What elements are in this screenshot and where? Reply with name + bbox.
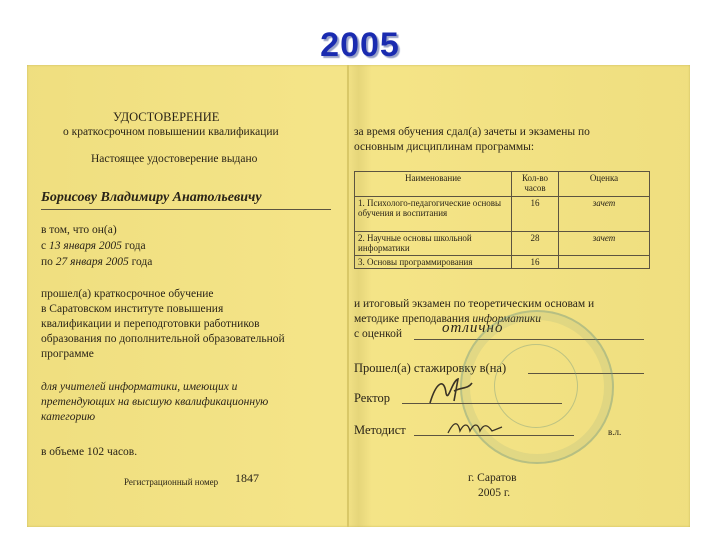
certificate-heading: УДОСТОВЕРЕНИЕ (113, 110, 220, 124)
exam-line-text: методике преподавания (354, 313, 470, 325)
subject-grade (559, 256, 650, 269)
intro-line: основным дисциплинам программы: (354, 141, 535, 153)
rector-label: Ректор (354, 391, 391, 405)
page-fold (347, 65, 349, 527)
methodist-signature (446, 417, 506, 437)
subject-grade: зачет (559, 197, 650, 232)
exam-subject: информатики (472, 313, 542, 325)
training-line: программе (41, 348, 94, 360)
table-header-row (355, 172, 650, 197)
slide-title: 2005 (320, 26, 400, 64)
registration-label: Регистрационный номер (124, 477, 219, 487)
subject-name: 1. Психолого-педагогические основы обучения и воспитания (355, 197, 512, 232)
training-line: в Саратовском институте повышения (41, 303, 224, 315)
table-row (355, 256, 650, 269)
methodist-label: Методист (354, 423, 406, 437)
date-from-prefix: с (41, 240, 47, 252)
left-page (27, 65, 347, 527)
grade-value: отлично (442, 320, 504, 336)
rector-signature (424, 373, 476, 409)
recipient-name: Борисову Владимиру Анатольевичу (41, 190, 262, 205)
table-row (355, 197, 650, 232)
recipient-underline (41, 209, 331, 210)
date-to-line (41, 255, 152, 269)
methodist-initials: в.л. (608, 427, 622, 437)
date-to-prefix: по (41, 256, 53, 268)
subject-hours: 28 (512, 232, 559, 256)
header-name: Наименование (355, 172, 512, 197)
registration-number: 1847 (235, 471, 259, 485)
subjects-table (354, 171, 650, 269)
date-from-value: 13 января 2005 (48, 240, 122, 252)
header-grade: Оценка (559, 172, 650, 197)
issued-line: Настоящее удостоверение выдано (91, 153, 258, 165)
program-line: претендующих на высшую квалификационную (41, 396, 269, 408)
date-from-suffix: года (124, 240, 146, 252)
date-to-suffix: года (131, 256, 153, 268)
header-hours: Кол-во часов (512, 172, 559, 197)
subject-hours: 16 (512, 256, 559, 269)
training-line: квалификации и переподготовки работников (41, 318, 260, 330)
institute-seal (460, 310, 614, 464)
date-to-value: 27 января 2005 (55, 256, 129, 268)
in-that-line: в том, что он(а) (41, 224, 117, 236)
training-line: образования по дополнительной образовательной (41, 333, 285, 345)
institute-seal-inner (494, 344, 578, 428)
right-page (350, 65, 690, 527)
exam-line: и итоговый экзамен по теоретическим основам и (354, 298, 595, 310)
grade-label: с оценкой (354, 328, 403, 340)
subject-hours: 16 (512, 197, 559, 232)
certificate-document (27, 65, 690, 527)
year: 2005 г. (478, 487, 511, 499)
volume-line: в объеме 102 часов. (41, 446, 138, 458)
subject-name: 2. Научные основы школьной информатики (355, 232, 512, 256)
program-line: категорию (41, 411, 96, 423)
subject-grade: зачет (559, 232, 650, 256)
certificate-subheading: о краткосрочном повышении квалификации (63, 126, 279, 138)
internship-label: Прошел(а) стажировку в(на) (354, 361, 507, 375)
intro-line: за время обучения сдал(а) зачеты и экзамены по (354, 126, 590, 138)
table-row (355, 232, 650, 256)
program-line: для учителей информатики, имеющих и (41, 381, 238, 393)
date-from-line (41, 239, 146, 253)
subject-name: 3. Основы программирования (355, 256, 512, 269)
training-line: прошел(а) краткосрочное обучение (41, 288, 214, 300)
city: г. Саратов (468, 472, 517, 484)
